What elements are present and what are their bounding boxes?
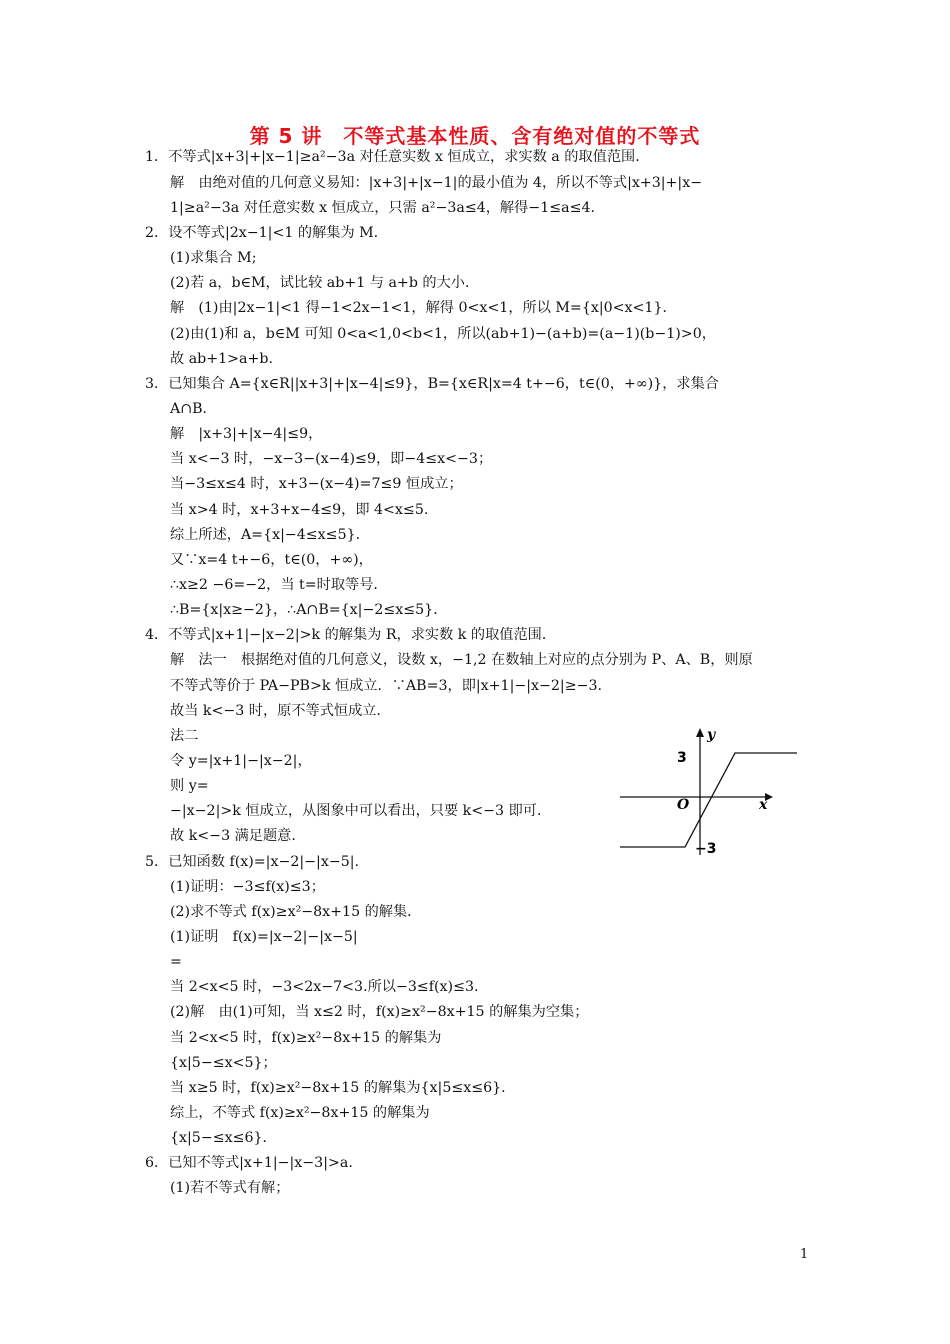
solution-line: 故 ab+1>a+b. <box>170 351 273 367</box>
solution-line: 综上，不等式 f(x)≥x²−8x+15 的解集为 <box>170 1105 430 1121</box>
solution-line: 解 法一 根据绝对值的几何意义，设数 x，−1,2 在数轴上对应的点分别为 P、A、B，则原 <box>170 652 753 668</box>
solution-line: 综上所述，A={x|−4≤x≤5}． <box>170 527 370 543</box>
sub-question: (2)若 a，b∈M，试比较 ab+1 与 a+b 的大小． <box>170 275 480 291</box>
origin-label: O <box>677 797 690 813</box>
function-graph <box>615 725 805 860</box>
solution-line: {x|5−≤x<5}； <box>170 1055 277 1071</box>
solution-line: 1|≥a²−3a 对任意实数 x 恒成立，只需 a²−3a≤4，解得−1≤a≤4. <box>170 200 595 216</box>
page-number: 1 <box>800 1247 809 1262</box>
solution-line: ∴B={x|x≥−2}，∴A∩B={x|−2≤x≤5}． <box>170 602 448 618</box>
solution-line: 解 (1)由|2x−1|<1 得−1<2x−1<1，解得 0<x<1，所以 M={x|0<x<1}． <box>170 300 677 316</box>
upper-value-label: 3 <box>677 750 687 766</box>
solution-line: (2)解 由(1)可知，当 x≤2 时，f(x)≥x²−8x+15 的解集为空集； <box>170 1004 589 1020</box>
solution-line: 故 k<−3 满足题意． <box>170 828 306 844</box>
page-title: 第 5 讲 不等式基本性质、含有绝对值的不等式 <box>249 124 701 148</box>
solution-line: 当 2<x<5 时，−3<2x−7<3.所以−3≤f(x)≤3. <box>170 979 479 995</box>
problem-1-statement: 1．不等式|x+3|+|x−1|≥a²−3a 对任意实数 x 恒成立，求实数 a 的取值范围． <box>145 149 650 165</box>
problem-3-statement: 3．已知集合 A={x∈R||x+3|+|x−4|≤9}，B={x∈R|x=4 t+−6，t∈(0，+∞)}，求集合 <box>145 376 719 392</box>
solution-line: 当 x≥5 时，f(x)≥x²−8x+15 的解集为{x|5≤x≤6}． <box>170 1080 516 1096</box>
solution-line: 当−3≤x≤4 时，x+3−(x−4)=7≤9 恒成立； <box>170 476 463 492</box>
lower-value-label: −3 <box>695 841 717 857</box>
solution-line: 令 y=|x+1|−|x−2|， <box>170 753 312 769</box>
problem-2-statement: 2．设不等式|2x−1|<1 的解集为 M. <box>145 225 379 241</box>
function-curve <box>620 753 797 847</box>
solution-line: 当 x>4 时，x+3+x−4≤9，即 4<x≤5. <box>170 502 429 518</box>
solution-line: 法二 <box>170 728 199 744</box>
solution-line: 当 2<x<5 时，f(x)≥x²−8x+15 的解集为 <box>170 1030 442 1046</box>
problem-4-statement: 4．不等式|x+1|−|x−2|>k 的解集为 R，求实数 k 的取值范围． <box>145 627 557 643</box>
solution-line: 又∵x=4 t+−6，t∈(0，+∞)， <box>170 552 373 568</box>
solution-line: (1)证明 f(x)=|x−2|−|x−5| <box>170 929 358 945</box>
sub-question: (1)求集合 M; <box>170 250 257 266</box>
solution-line: 则 y= <box>170 778 209 794</box>
sub-question: (2)求不等式 f(x)≥x²−8x+15 的解集． <box>170 904 422 920</box>
solution-line: (2)由(1)和 a，b∈M 可知 0<a<1,0<b<1，所以(ab+1)−(a+b)=(a−1)(b−1)>0， <box>170 326 716 342</box>
problem-6-statement: 6．已知不等式|x+1|−|x−3|>a. <box>145 1155 353 1171</box>
solution-line: 故当 k<−3 时，原不等式恒成立． <box>170 703 391 719</box>
solution-line: −|x−2|>k 恒成立，从图象中可以看出，只要 k<−3 即可． <box>170 803 552 819</box>
y-axis-label: y <box>707 727 716 743</box>
x-axis-label: x <box>759 797 768 813</box>
solution-line: 解 |x+3|+|x−4|≤9， <box>170 426 323 442</box>
problem-5-statement: 5．已知函数 f(x)=|x−2|−|x−5|. <box>145 854 360 870</box>
y-axis-arrow-icon <box>696 728 704 737</box>
solution-line: 解 由绝对值的几何意义易知：|x+3|+|x−1|的最小值为 4，所以不等式|x+3|+|x− <box>170 175 703 191</box>
sub-question: (1)若不等式有解； <box>170 1180 290 1196</box>
solution-line: 当 x<−3 时，−x−3−(x−4)≤9，即−4≤x<−3； <box>170 451 493 467</box>
solution-line: ∴x≥2 −6=−2，当 t=时取等号． <box>170 577 388 593</box>
solution-line: = <box>170 954 182 970</box>
sub-question: (1)证明：−3≤f(x)≤3； <box>170 879 325 895</box>
solution-line: 不等式等价于 PA−PB>k 恒成立．∵AB=3，即|x+1|−|x−2|≥−3. <box>170 678 603 694</box>
problem-3-statement-cont: A∩B. <box>170 401 208 417</box>
solution-line: {x|5−≤x≤6}． <box>170 1130 277 1146</box>
